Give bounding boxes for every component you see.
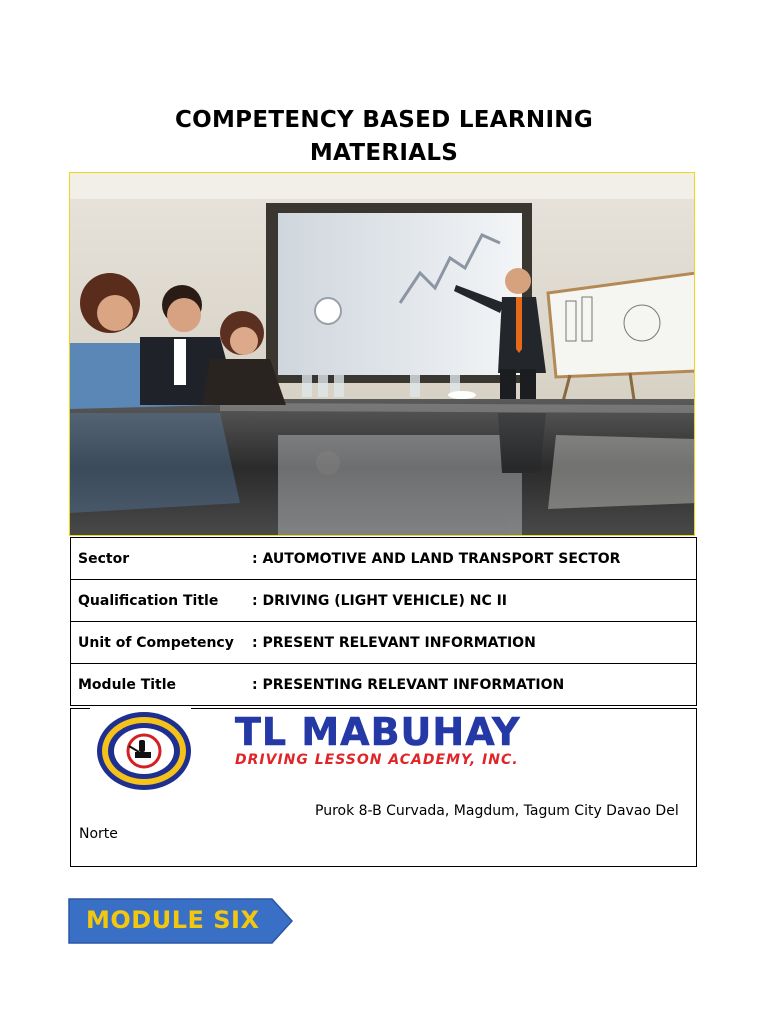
table-row — [71, 622, 697, 664]
sector-label: Sector — [71, 538, 246, 580]
divider — [70, 708, 90, 709]
academy-address: Purok 8-B Curvada, Magdum, Tagum City Davao Del Norte — [79, 803, 679, 842]
cover-photo — [69, 172, 695, 536]
module-info-table — [70, 537, 697, 706]
document-title — [100, 104, 668, 170]
brand-name: TL MABUHAY — [235, 710, 521, 754]
module-title-value: : PRESENTING RELEVANT INFORMATION — [245, 664, 697, 706]
sector-value: : AUTOMOTIVE AND LAND TRANSPORT SECTOR — [245, 538, 697, 580]
academy-info-box — [70, 708, 697, 867]
module-badge — [68, 898, 294, 944]
qualification-title-value: : DRIVING (LIGHT VEHICLE) NC II — [245, 580, 697, 622]
qualification-title-label: Qualification Title — [71, 580, 246, 622]
table-row — [71, 664, 697, 706]
title-line-1: COMPETENCY BASED LEARNING — [174, 107, 594, 133]
module-title-label: Module Title — [71, 664, 246, 706]
title-line-2: MATERIALS — [309, 140, 459, 166]
unit-of-competency-label: Unit of Competency — [71, 622, 246, 664]
table-row — [71, 580, 697, 622]
unit-of-competency-value: : PRESENT RELEVANT INFORMATION — [245, 622, 697, 664]
presentation-meeting-photo-icon — [70, 173, 695, 536]
academy-seal-icon — [95, 710, 193, 792]
brand-subtitle: DRIVING LESSON ACADEMY, INC. — [235, 752, 519, 768]
divider — [191, 708, 697, 709]
module-label: MODULE SIX — [86, 906, 260, 934]
table-row — [71, 538, 697, 580]
